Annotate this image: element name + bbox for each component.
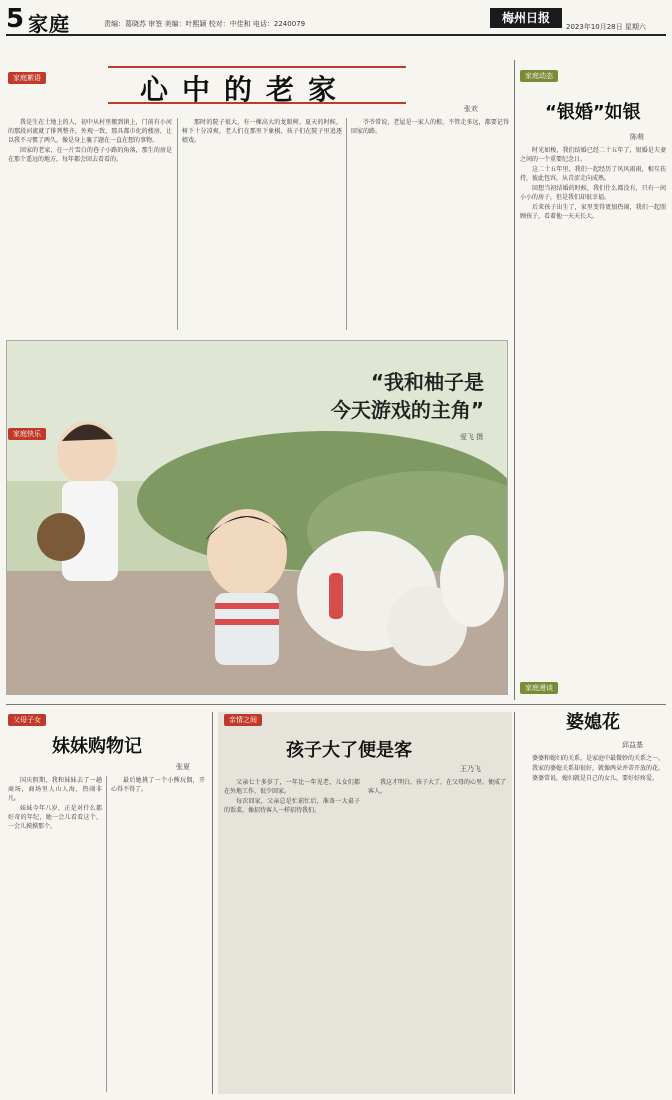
article1-paragraph: 我是生在土地上的人，初中从村里搬到镇上，门前有小河的那段河流就了排列整齐，外观一致，那具都市化的楼房，让以我不习惯了两久，像是身上襄了题在一直在想的事物。 bbox=[8, 119, 172, 144]
article3-author: 陈萌 bbox=[630, 133, 644, 141]
article4-title: 妹妹购物记 bbox=[52, 736, 142, 757]
article6-author: 邱益基 bbox=[622, 741, 643, 749]
article1-paragraph: 爷爷常说，老屋是一家人的根，不管走多远，都要记得回家的路。 bbox=[351, 119, 509, 135]
article3-body bbox=[520, 146, 666, 688]
article4-tag: 父母子女 bbox=[8, 714, 46, 726]
section-divider bbox=[212, 712, 213, 1094]
article5-paragraph: 父亲七十多岁了，一年比一年见老，儿女们都在外地工作，很少回家。 bbox=[224, 779, 360, 795]
article6-tag: 家庭漫谈 bbox=[520, 682, 558, 694]
article6-body bbox=[520, 754, 666, 1092]
row-divider bbox=[6, 704, 666, 705]
article1-tag: 家庭絮语 bbox=[8, 72, 46, 84]
article5-title: 孩子大了便是客 bbox=[286, 740, 412, 761]
article4-column-1 bbox=[8, 776, 102, 1092]
article5-column-2 bbox=[368, 778, 506, 1090]
article3-paragraph: 这二十五年里，我们一起经历了风风雨雨，相互扶持，彼此包容，从青涩走向成熟。 bbox=[520, 166, 666, 182]
article6-paragraph: 婆婆常说，媳妇就是自己的女儿，要好好疼爱。 bbox=[532, 775, 659, 782]
newspaper-logo: 梅州日报 bbox=[490, 8, 562, 28]
article4-column-2 bbox=[111, 776, 205, 1092]
article6-paragraph: 我家的婆媳关系却很好，就像两朵并蒂开放的花。 bbox=[532, 765, 665, 772]
article4-author: 张夏 bbox=[176, 763, 190, 771]
column-divider bbox=[106, 776, 107, 1092]
article1-title: 心中的老家 bbox=[140, 73, 351, 106]
article1-author: 张欢 bbox=[464, 105, 478, 113]
article4-paragraph: 妹妹今年八岁，正是对什么都好奇的年纪，她一会儿看看这个，一会儿摸摸那个。 bbox=[8, 805, 102, 830]
article2-title-line1: “我和柚子是 bbox=[370, 370, 484, 394]
article6-paragraph: 婆婆和媳妇的关系，是家庭中最微妙的关系之一。 bbox=[532, 755, 665, 762]
article2-tag: 家庭快乐 bbox=[8, 428, 46, 440]
page-number: 5 bbox=[6, 4, 25, 34]
article1-paragraph: 那时的院子很大，有一棵高大的龙眼树，夏天的时候，树下十分凉爽，老人们在那里下象棋，孩子们在院子里追逐嬉戏。 bbox=[182, 119, 342, 144]
article3-tag: 家庭动态 bbox=[520, 70, 558, 82]
article3-paragraph: 后来孩子出生了，家里变得更加热闹，我们一起照顾孩子，看着他一天天长大。 bbox=[520, 204, 666, 220]
section-name: 家庭 bbox=[28, 12, 70, 36]
article1-paragraph: 回家的老家，在一片雪白的巷子小路的角落，那生的房是在那个遥远的地方，每年都会回去看看的。 bbox=[8, 147, 172, 163]
article5-tag: 亲情之间 bbox=[224, 714, 262, 726]
section-divider bbox=[514, 712, 515, 1094]
article4-paragraph: 最后她挑了一个小熊玩偶，开心得不得了。 bbox=[111, 777, 205, 793]
article4-paragraph: 国庆假期，我和妹妹去了一趟商场，商场里人山人海，热闹非凡。 bbox=[8, 777, 102, 802]
article1-column-1 bbox=[8, 118, 172, 330]
article2-title bbox=[274, 368, 484, 424]
article2-author: 爱飞 摄 bbox=[460, 433, 484, 441]
article5-paragraph: 每次回家，父亲总是忙前忙后，准备一大桌子的饭菜，像招待客人一样招待我们。 bbox=[224, 798, 360, 814]
masthead bbox=[6, 4, 666, 36]
article5-paragraph: 我这才明白，孩子大了，在父母的心里，便成了客人。 bbox=[368, 779, 506, 795]
article5-author: 王乃飞 bbox=[460, 765, 481, 773]
issue-date: 2023年10月28日 星期六 bbox=[566, 23, 646, 31]
article3-paragraph: 回想当初结婚的时候，我们什么都没有，只有一间小小的房子，但是我们却很幸福。 bbox=[520, 185, 666, 201]
section-divider bbox=[514, 60, 515, 700]
article2-title-line2: 今天游戏的主角” bbox=[330, 398, 484, 422]
column-divider bbox=[346, 118, 347, 330]
article1-column-2 bbox=[182, 118, 342, 330]
article3-title: “银婚”如银 bbox=[545, 102, 641, 123]
article6-title: 婆媳花 bbox=[566, 712, 620, 733]
article3-paragraph: 时光如梭，我们结婚已经二十五年了，银婚是夫妻之间的一个重要纪念日。 bbox=[520, 147, 666, 163]
column-divider bbox=[177, 118, 178, 330]
editor-credits: 责编：葛晓苏 审签 美编：叶熙颖 校对：中佳和 电话：2240079 bbox=[104, 20, 306, 28]
article1-column-3 bbox=[351, 118, 509, 330]
article5-column-1 bbox=[224, 778, 360, 1090]
